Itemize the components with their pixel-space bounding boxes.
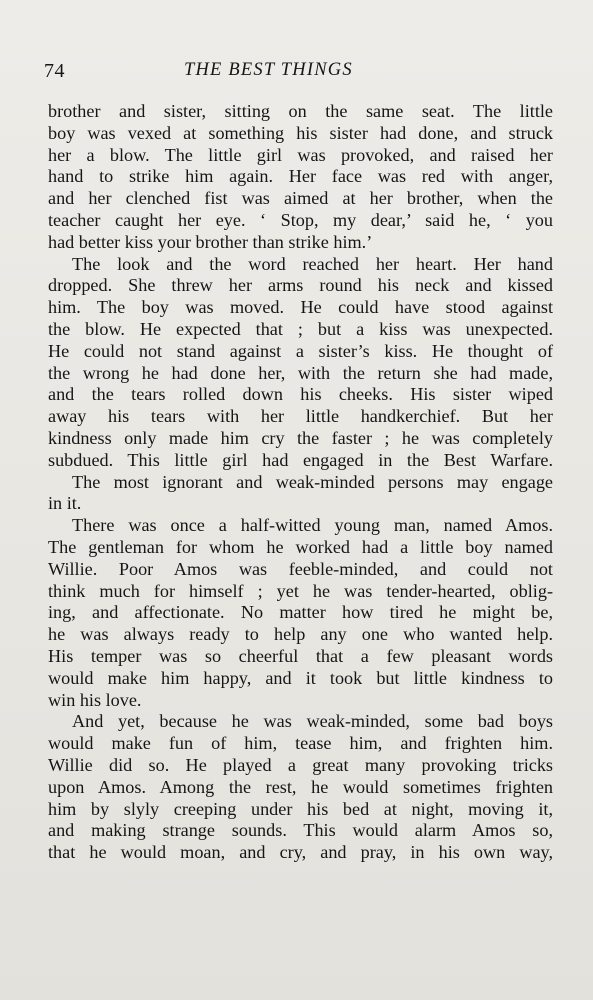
text-line: the wrong he had done her, with the return she had made, (48, 362, 553, 383)
text-line: that he would moan, and cry, and pray, in his own way, (48, 842, 553, 863)
text-line: brother and sister, sitting on the same seat. The little (48, 101, 553, 121)
text-line: His temper was so cheerful that a few pleasant words (48, 645, 553, 666)
text-line: kindness only made him cry the faster ; he was completely (48, 427, 553, 448)
page-number: 74 (44, 60, 65, 82)
text-line: teacher caught her eye. ‘ Stop, my dear,’ said he, ‘ you (48, 209, 553, 230)
text-line: think much for himself ; yet he was tender-hearted, oblig- (48, 580, 553, 601)
running-head (44, 60, 559, 84)
text-line: in it. (48, 493, 82, 514)
text-line: away his tears with her little handkerchief. But her (48, 406, 553, 427)
text-line: him. The boy was moved. He could have stood against (48, 297, 553, 318)
running-title: THE BEST THINGS (184, 60, 353, 80)
text-line: upon Amos. Among the rest, he would sometimes frighten (48, 776, 553, 797)
text-line: He could not stand against a sister’s kiss. He thought of (48, 340, 553, 361)
body-text (48, 101, 553, 864)
text-line: Willie. Poor Amos was feeble-minded, and could not (48, 558, 553, 579)
text-line: win his love. (48, 689, 142, 710)
text-line: The gentleman for whom he worked had a little boy named (48, 536, 553, 557)
text-line: boy was vexed at something his sister had done, and struck (48, 122, 553, 143)
text-line: hand to strike him again. Her face was red with anger, (48, 166, 553, 187)
text-line: dropped. She threw her arms round his neck and kissed (48, 275, 553, 296)
text-line: would make him happy, and it took but little kindness to (48, 667, 553, 688)
text-line: had better kiss your brother than strike him.’ (48, 231, 373, 252)
text-line: and making strange sounds. This would alarm Amos so, (48, 820, 553, 841)
text-line: and her clenched fist was aimed at her brother, when the (48, 188, 553, 209)
text-line: her a blow. The little girl was provoked, and raised her (48, 144, 553, 165)
text-line: And yet, because he was weak-minded, some bad boys (72, 711, 553, 732)
text-line: the blow. He expected that ; but a kiss was unexpected. (48, 318, 553, 339)
text-line: There was once a half-witted young man, named Amos. (72, 515, 553, 536)
text-line: ing, and affectionate. No matter how tired he might be, (48, 602, 553, 623)
text-line: him by slyly creeping under his bed at night, moving it, (48, 798, 553, 819)
text-line: The most ignorant and weak-minded persons may engage (72, 471, 553, 492)
text-line: he was always ready to help any one who wanted help. (48, 624, 553, 645)
text-line: subdued. This little girl had engaged in the Best Warfare. (48, 449, 553, 470)
text-line: would make fun of him, tease him, and frighten him. (48, 733, 553, 754)
text-line: Willie did so. He played a great many provoking tricks (48, 754, 553, 775)
text-line: The look and the word reached her heart. Her hand (72, 253, 553, 274)
text-line: and the tears rolled down his cheeks. His sister wiped (48, 384, 553, 405)
